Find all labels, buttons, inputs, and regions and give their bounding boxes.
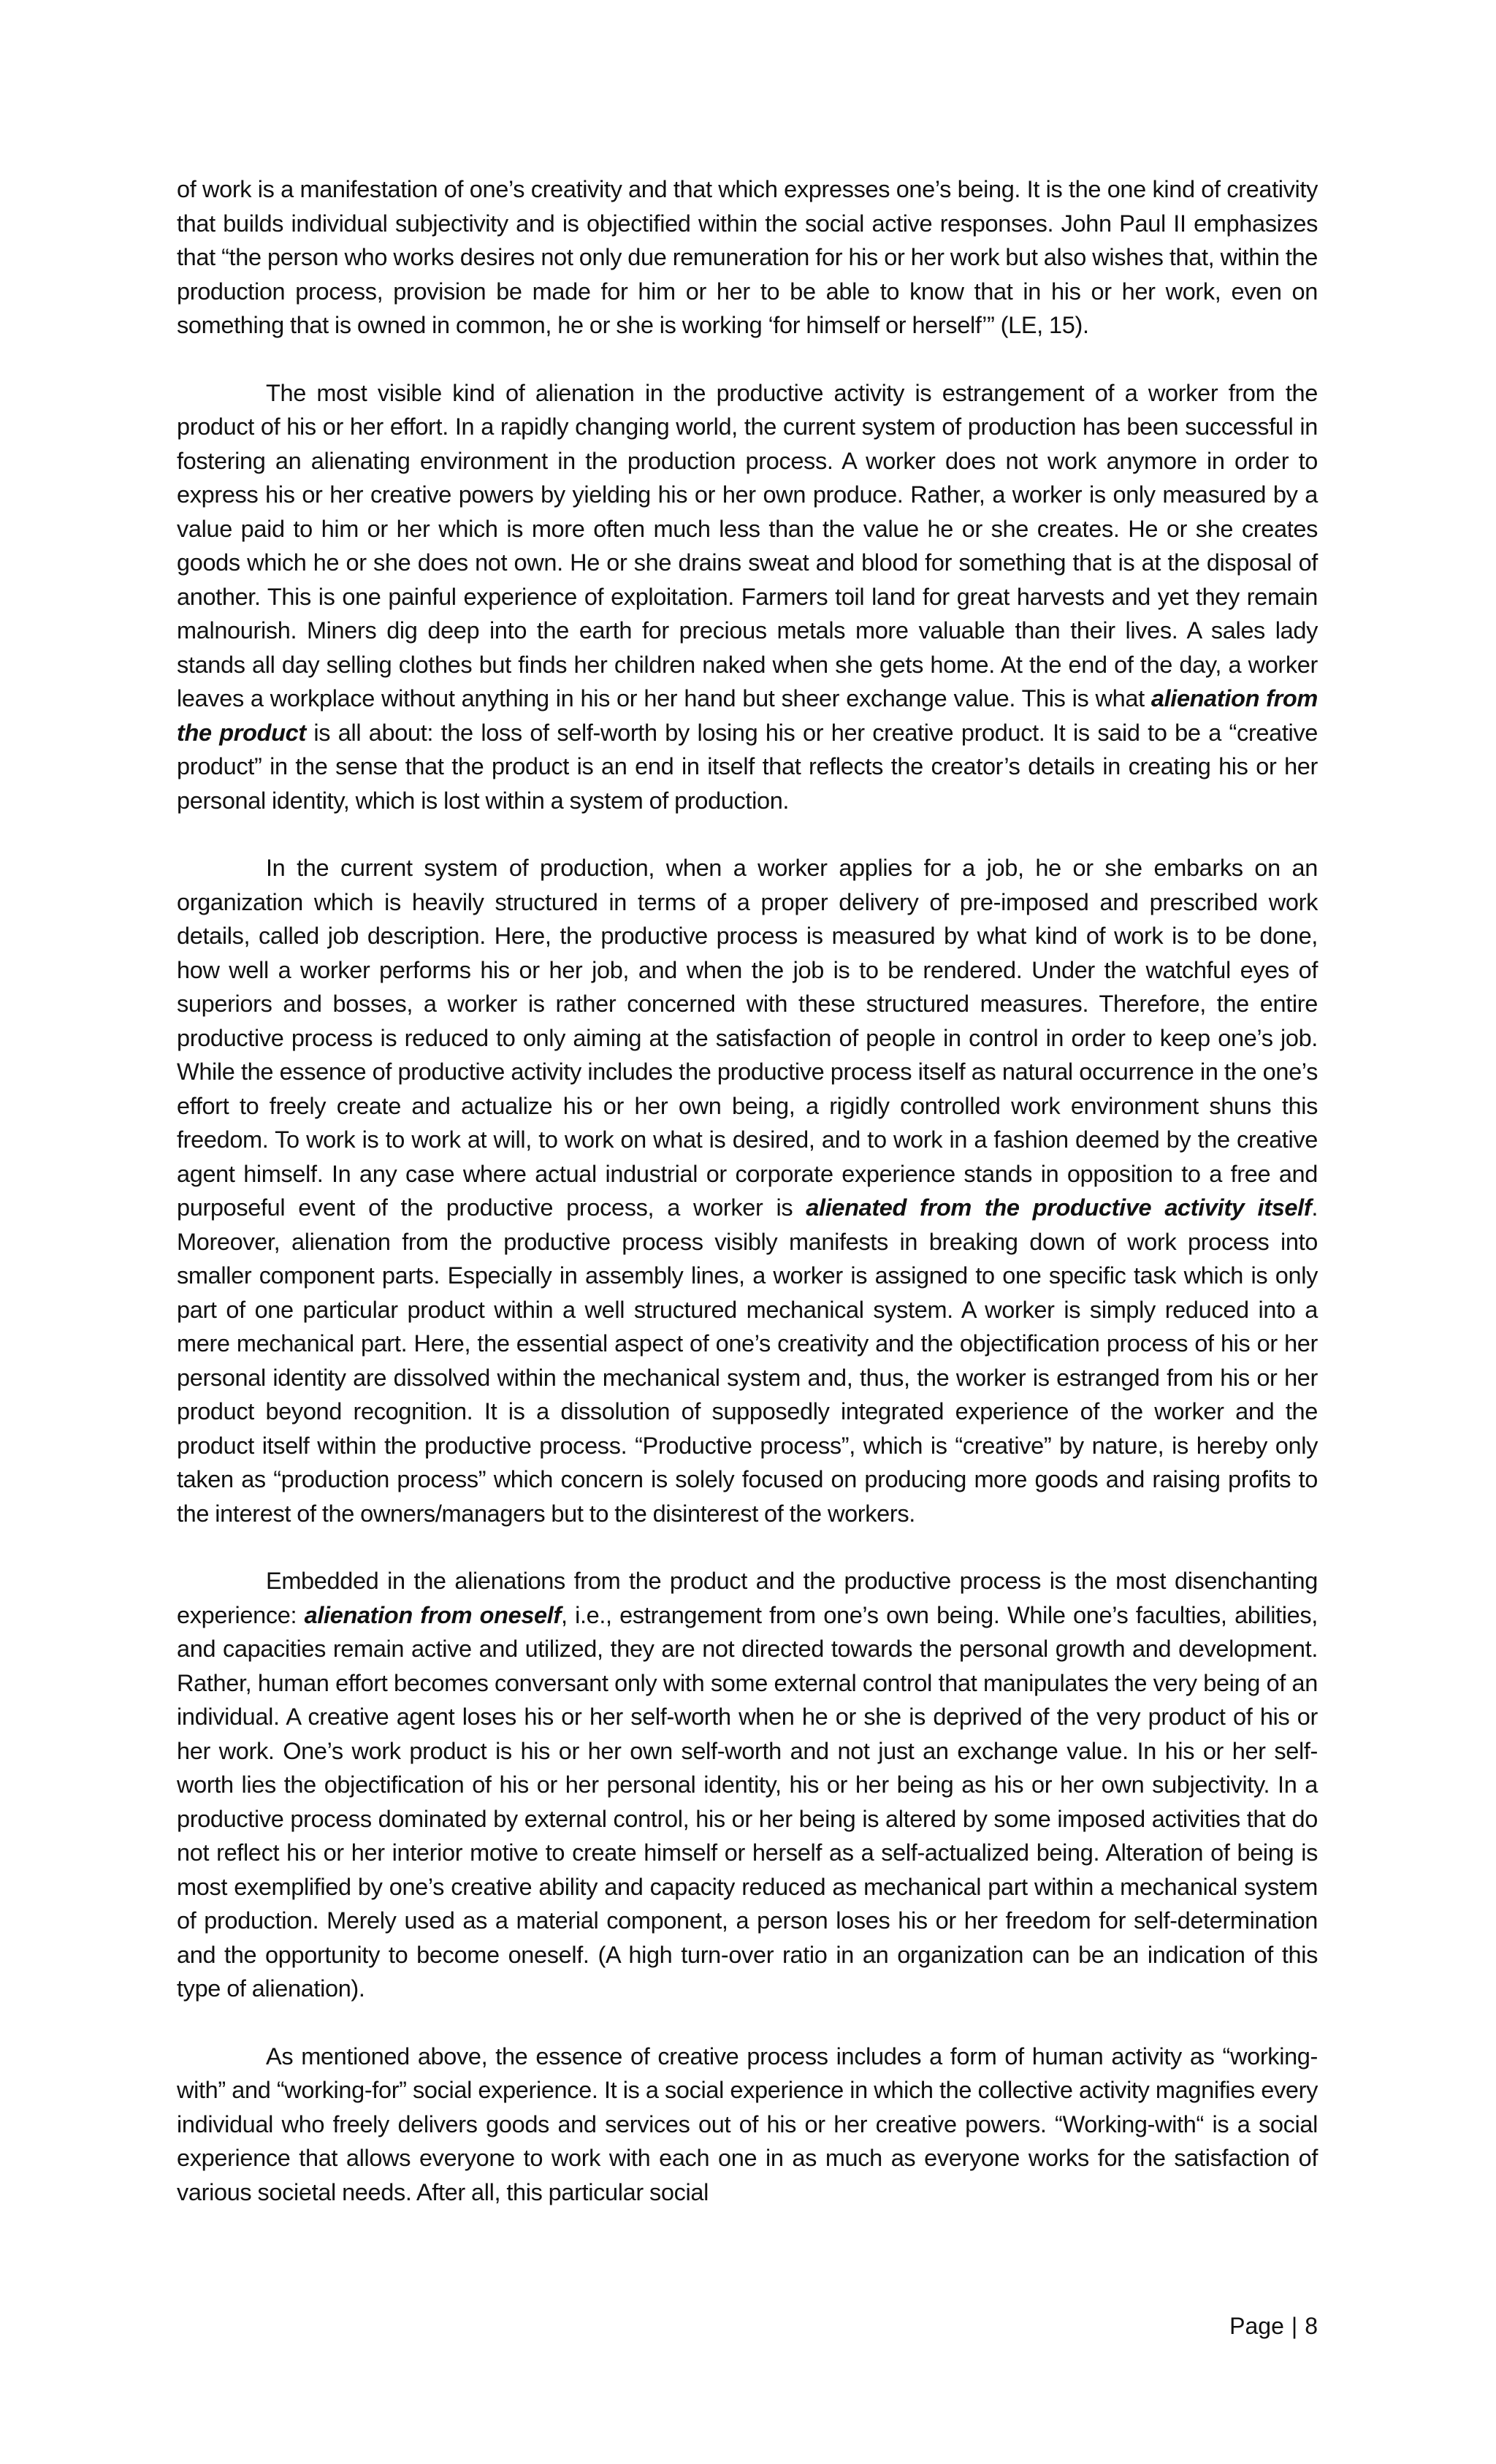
emphasis-alienation-from-oneself: alienation from oneself (304, 1601, 561, 1628)
page-number: 8 (1305, 2313, 1318, 2339)
paragraph-alienation-from-activity (177, 851, 1318, 1530)
paragraph-work-creativity (177, 172, 1318, 343)
paragraph-working-with (177, 2040, 1318, 2210)
page-footer (1229, 2311, 1318, 2341)
page-label: Page (1229, 2313, 1284, 2339)
paragraph-text: The most visible kind of alienation in the productive activity is estrangement of a worker from the product of his or her effort. In a rapidly changing world, the current system of production has been successful in fostering an alienating environment in the production process. A worker does not work anymore in order to express his or her creative powers by yielding his or her own produce. Rather, a worker is only measured by a value paid to him or her which is more often much less than the value he or she creates. He or she creates goods which he or she does not own. He or she drains sweat and blood for something that is at the disposal of another. This is one painful experience of exploitation. Farmers toil land for great harvests and yet they remain malnourish. Miners dig deep into the earth for precious metals more valuable than their lives. A sales lady stands all day selling clothes but finds her children naked when she gets home. At the end of the day, a worker leaves a workplace without anything in his or her hand but sheer exchange value. This is what (177, 379, 1318, 712)
paragraph-text: As mentioned above, the essence of creative process includes a form of human activity as “working-with” and “working-for” social experience. It is a social experience in which the collective activity magnifies every individual who freely delivers goods and services out of his or her creative powers. “Working-with“ is a social experience that allows everyone to work with each one in as much as everyone works for the satisfaction of various societal needs. After all, this particular social (177, 2042, 1318, 2205)
paragraph-text: In the current system of production, when a worker applies for a job, he or she embarks on an organization which is heavily structured in terms of a proper delivery of pre-imposed and prescribed work details, called job description. Here, the productive process is measured by what kind of work is to be done, how well a worker performs his or her job, and when the job is to be rendered. Under the watchful eyes of superiors and bosses, a worker is rather concerned with these structured measures. Therefore, the entire productive process is reduced to only aiming at the satisfaction of people in control in order to keep one’s job. While the essence of productive activity includes the productive process itself as natural occurrence in the one’s effort to freely create and actualize his or her own being, a rigidly controlled work environment shuns this freedom. To work is to work at will, to work on what is desired, and to work in a fashion deemed by the creative agent himself. In any case where actual industrial or corporate experience stands in opposition to a free and purposeful event of the productive process, a worker is (177, 855, 1318, 1221)
paragraph-text: of work is a manifestation of one’s creativity and that which expresses one’s being. It is the one kind of creativity that builds individual subjectivity and is objectified within the social active responses. John Paul II emphasizes that “the person who works desires not only due remuneration for his or her work but also wishes that, within the production process, provision be made for him or her to be able to know that in his or her work, even on something that is owned in common, he or she is working ‘for himself or herself’” (LE, 15). (177, 176, 1318, 338)
paragraph-alienation-from-product (177, 376, 1318, 818)
emphasis-alienation-from-product: alienation from the product (177, 685, 1318, 746)
paragraph-alienation-from-oneself (177, 1564, 1318, 2006)
emphasis-alienation-from-activity: alienated from the productive activity itself (806, 1194, 1312, 1221)
paragraph-text: . Moreover, alienation from the productive process visibly manifests in breaking down of work process into smaller component parts. Especially in assembly lines, a worker is assigned to one specific task which is only part of one particular product within a well structured mechanical system. A worker is simply reduced into a mere mechanical part. Here, the essential aspect of one’s creativity and the objectification process of his or her personal identity are dissolved within the mechanical system and, thus, the worker is estranged from his or her product beyond recognition. It is a dissolution of supposedly integrated experience of the worker and the product itself within the productive process. “Productive process”, which is “creative” by nature, is hereby only taken as “production process” which concern is solely focused on producing more goods and raising profits to the interest of the owners/managers but to the disinterest of the workers. (177, 1194, 1318, 1527)
paragraph-text: Embedded in the alienations from the product and the productive process is the most disenchanting experience: (177, 1568, 1318, 1628)
paragraph-text: , i.e., estrangement from one’s own being. While one’s faculties, abilities, and capacities remain active and utilized, they are not directed towards the personal growth and development. Rather, human effort becomes conversant only with some external control that manipulates the very being of an individual. A creative agent loses his or her self-worth when he or she is deprived of the very product of his or her work. One’s work product is his or her own self-worth and not just an exchange value. In his or her self-worth lies the objectification of his or her personal identity, his or her being as his or her own subjectivity. In a productive process dominated by external control, his or her being is altered by some imposed activities that do not reflect his or her interior motive to create himself or herself as a self-actualized being. Alteration of being is most exemplified by one’s creative ability and capacity reduced as mechanical part within a mechanical system of production. Merely used as a material component, a person loses his or her freedom for self-determination and the opportunity to become oneself. (A high turn-over ratio in an organization can be an indication of this type of alienation). (177, 1601, 1318, 2002)
page-separator: | (1291, 2313, 1298, 2339)
paragraph-text: is all about: the loss of self-worth by losing his or her creative product. It is said to be a “creative product” in the sense that the product is an end in itself that reflects the creator’s details in creating his or her personal identity, which is lost within a system of production. (177, 719, 1318, 814)
document-body (177, 172, 1318, 2209)
